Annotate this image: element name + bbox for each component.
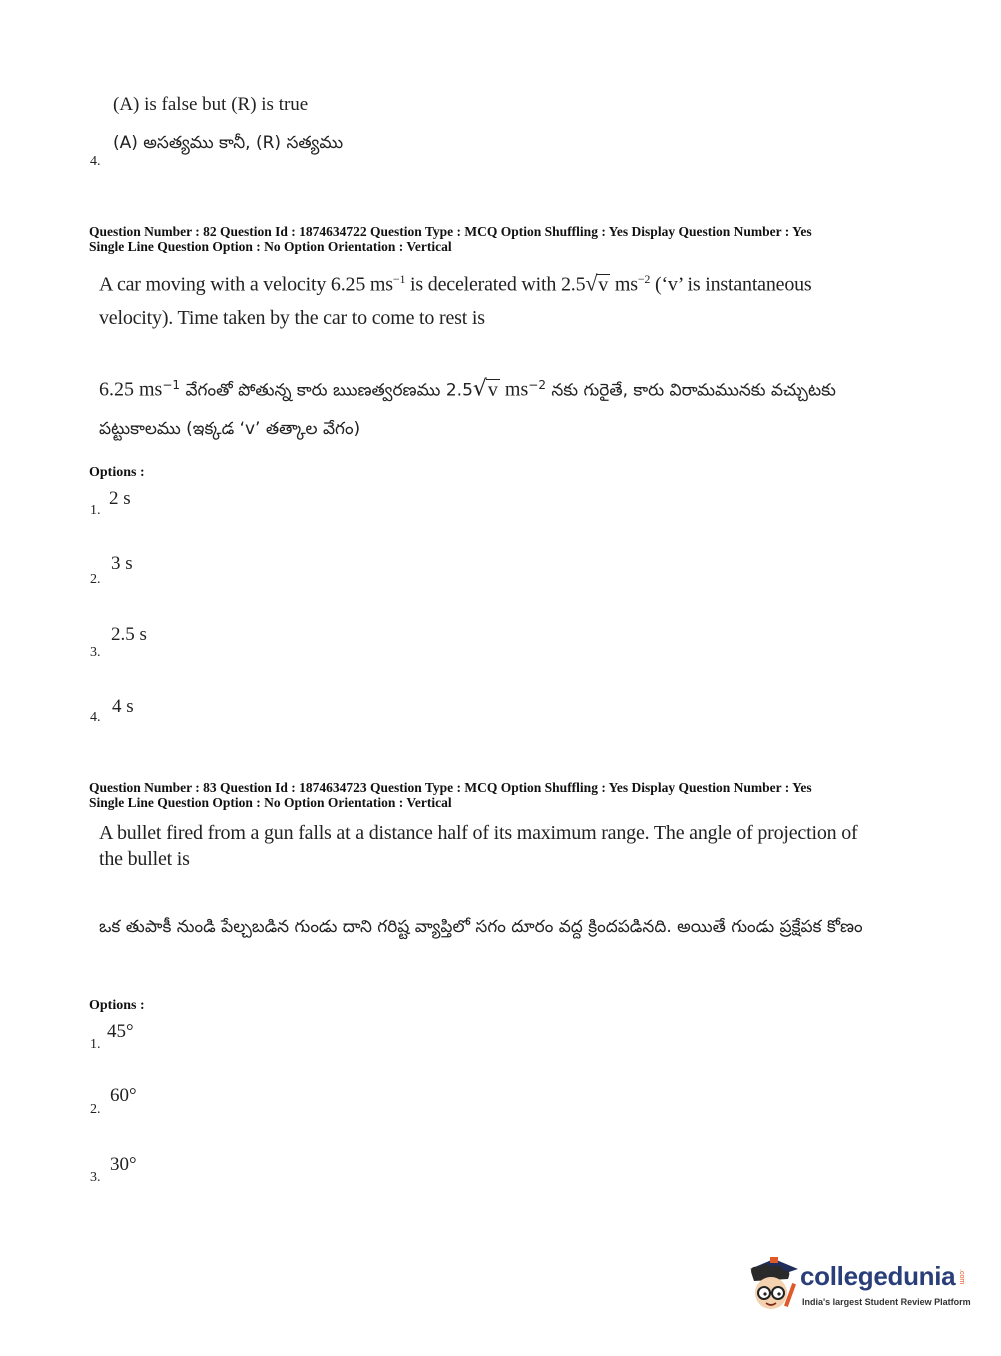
prev-option-4-te: (A) అసత్యము కానీ, (R) సత్యము — [113, 133, 344, 153]
q82-question-te — [99, 366, 869, 448]
q82-en-part1: A car moving with a velocity 6.25 ms — [99, 273, 393, 296]
q82-options-label: Options : — [89, 465, 145, 480]
q83-option-2-number: 2. — [90, 1102, 101, 1117]
q83-options-label: Options : — [89, 998, 145, 1013]
q82-en-sup2: −2 — [637, 272, 651, 286]
q83-question-en: A bullet fired from a gun falls at a distance half of its maximum range. The angle of projection of the bullet is — [99, 822, 858, 870]
logo-com: .com — [958, 1269, 965, 1285]
collegedunia-logo[interactable] — [744, 1255, 974, 1325]
q82-option-3-number: 3. — [90, 645, 101, 660]
q83-option-1-text[interactable]: 45° — [107, 1021, 134, 1042]
q82-en-part2: is decelerated with 2.5 — [405, 273, 586, 296]
logo-name: collegedunia — [800, 1261, 956, 1291]
q82-meta-line-2: Single Line Question Option : No Option Orientation : Vertical — [89, 239, 452, 254]
q82-te-v: v — [487, 378, 498, 401]
q82-option-3-text[interactable]: 2.5 s — [111, 624, 147, 645]
q82-te-radical: √ — [472, 376, 487, 402]
q82-en-sup1: −1 — [392, 272, 406, 286]
q83-question-te: ఒక తుపాకీ నుండి పేల్చబడిన గుండు దాని గరిష్ట వ్యాప్తిలో సగం దూరం వద్ద క్రిందపడినది. అయితే గుండు ప్రక్షేపక కోణం — [99, 917, 863, 937]
prev-option-4-en: (A) is false but (R) is true — [113, 94, 309, 115]
q83-meta-line-2: Single Line Question Option : No Option Orientation : Vertical — [89, 795, 452, 810]
q82-te-sup2: −2 — [528, 378, 546, 392]
q82-te-sup1: −1 — [162, 378, 181, 392]
q82-option-2-number: 2. — [90, 572, 101, 587]
q83-option-3-text[interactable]: 30° — [110, 1154, 137, 1175]
mascot-icon — [744, 1255, 802, 1317]
q82-te-part1: 6.25 ms — [99, 378, 163, 401]
q83-meta-line-1: Question Number : 83 Question Id : 1874634723 Question Type : MCQ Option Shuffling : Yes Display Question Number : Yes — [89, 780, 812, 795]
q82-en-part3: ms — [610, 273, 638, 296]
q82-option-4-number: 4. — [90, 710, 101, 725]
q82-option-4-text[interactable]: 4 s — [112, 696, 134, 717]
q82-en-part4: (‘v’ is instantaneous velocity). Time taken by the car to come to rest is — [99, 273, 812, 329]
q82-question-en — [99, 263, 869, 335]
q82-te-part4: నకు గురైతే, కారు విరామమునకు వచ్చుటకు పట్టుకాలము (ఇక్కడ ‘v’ తత్కాల వేగం) — [99, 380, 836, 439]
logo-tagline: India's largest Student Review Platform — [802, 1297, 971, 1307]
q83-option-1-number: 1. — [90, 1037, 101, 1052]
q82-meta-line-1: Question Number : 82 Question Id : 1874634722 Question Type : MCQ Option Shuffling : Yes Display Question Number : Yes — [89, 224, 812, 239]
q82-option-2-text[interactable]: 3 s — [111, 553, 133, 574]
q83-option-3-number: 3. — [90, 1170, 101, 1185]
q82-option-1-text[interactable]: 2 s — [109, 488, 131, 509]
q83-option-2-text[interactable]: 60° — [110, 1085, 137, 1106]
q82-te-part2: వేగంతో పోతున్న కారు ఋణత్వరణము 2.5 — [180, 380, 473, 401]
prev-option-4-number: 4. — [90, 154, 101, 169]
q82-en-radical: √ — [585, 270, 598, 296]
q82-option-1-number: 1. — [90, 503, 101, 518]
q82-en-v: v — [598, 273, 609, 296]
q82-te-part3: ms — [499, 378, 529, 401]
